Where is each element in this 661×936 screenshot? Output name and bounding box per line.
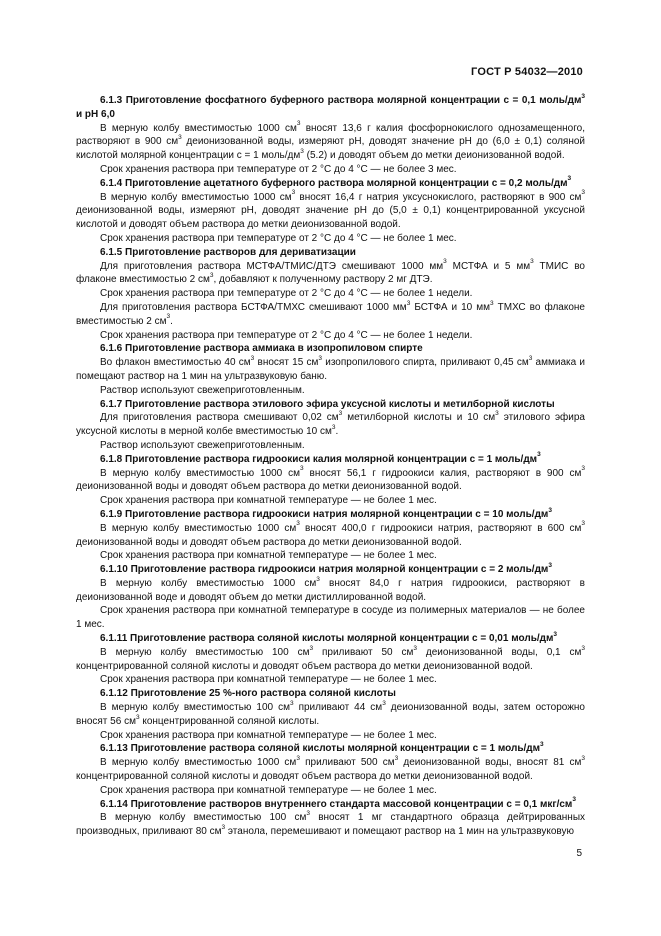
section-heading: 6.1.11 Приготовление раствора соляной кислоты молярной концентрации c = 0,01 моль/$дм^3$ xyxy=(100,630,557,645)
section-paragraph: В мерную колбу вместимостью 100 $см^3$ вносят 1 мг стандартного образца дейтрированных производных, приливают 80 $см^3$ этанола, перемешивают и помещают раствор на 1 мин на ультразвуковую xyxy=(76,810,586,838)
section-heading: 6.1.12 Приготовление 25 %-ного раствора соляной кислоты xyxy=(100,688,396,700)
section-paragraph: Раствор используют свежеприготовленным. xyxy=(100,384,305,396)
section-paragraph: Срок хранения раствора при температуре от 2 °С до 4 °С — не более 1 недели. xyxy=(100,329,473,341)
section-paragraph: Срок хранения раствора при комнатной температуре — не более 1 мес. xyxy=(100,550,437,562)
section-heading: 6.1.14 Приготовление растворов внутреннего стандарта массовой концентрации c = 0,1 мкг/$см^3$ xyxy=(100,796,576,810)
section-paragraph: Срок хранения раствора при температуре от 2 °С до 4 °С — не более 1 недели. xyxy=(100,288,473,300)
section-paragraph: Срок хранения раствора при температуре от 2 °С до 4 °С — не более 3 мес. xyxy=(100,163,457,175)
section-paragraph: Срок хранения раствора при комнатной температуре — не более 1 мес. xyxy=(100,784,437,796)
section-heading: 6.1.8 Приготовление раствора гидроокиси калия молярной концентрации c = 1 моль/$дм^3$ xyxy=(100,451,541,465)
section-paragraph: В мерную колбу вместимостью 1000 $см^3$ вносят 400,0 г гидроокиси натрия, растворяют в 600 $см^3$ деионизованной воды и доводят объем раствора до метки деионизованной водой. xyxy=(76,520,586,548)
section-paragraph: Срок хранения раствора при комнатной температуре — не более 1 мес. xyxy=(100,495,437,507)
section-paragraph: Срок хранения раствора при комнатной температуре — не более 1 мес. xyxy=(100,729,437,741)
section-heading: 6.1.9 Приготовление раствора гидроокиси натрия молярной концентрации c = 10 моль/$дм^3$ xyxy=(100,506,552,520)
section-paragraph: Срок хранения раствора при температуре от 2 °С до 4 °С — не более 1 мес. xyxy=(100,232,457,244)
section-paragraph: Срок хранения раствора при комнатной температуре — не более 1 мес. xyxy=(100,674,437,686)
section-paragraph: В мерную колбу вместимостью 1000 $см^3$ приливают 500 $см^3$ деионизованной воды, вносят 81 $см^3$ концентрированной соляной кислоты и доводят объем раствора до метки деионизованной водой. xyxy=(76,754,586,783)
section-paragraph: В мерную колбу вместимостью 1000 $см^3$ вносят 16,4 г натрия уксуснокислого, растворяют в 900 $см^3$ деионизованной воды, измеряют pH, доводят значение pH до (5,0 ± 0,1) концентрированной уксусной кислотой и доводят объем раствора до метки деионизованной водой. xyxy=(76,189,585,231)
section-heading: 6.1.5 Приготовление растворов для дериватизации xyxy=(100,246,356,258)
section-heading: 6.1.4 Приготовление ацетатного буферного раствора молярной концентрации c = 0,2 моль/$дм^3$ xyxy=(100,175,572,189)
section-heading: 6.1.10 Приготовление раствора гидроокиси натрия молярной концентрации c = 2 моль/$дм^3$ xyxy=(100,561,552,576)
section-paragraph: В мерную колбу вместимостью 1000 $см^3$ вносят 84,0 г натрия гидроокиси, растворяют в деионизованной воде и доводят объем до метки дистиллированной водой. xyxy=(76,575,585,603)
section-paragraph: Для приготовления раствора смешивают 0,02 $см^3$ метилборной кислоты и 10 $см^3$ этилового эфира уксусной кислоты в мерной колбе вместимостью 10 $см^3$. xyxy=(76,410,585,438)
section-paragraph: Для приготовления раствора БСТФА/ТМХС смешивают 1000 $мм^3$ БСТФА и 10 $мм^3$ ТМХС во флаконе вместимостью 2 $см^3$. xyxy=(76,299,585,327)
page-number: 5 xyxy=(576,848,582,859)
document-body xyxy=(76,94,585,839)
section-paragraph: Срок хранения раствора при комнатной температуре в сосуде из полимерных материалов — не более 1 мес. xyxy=(76,605,585,631)
section-paragraph: Для приготовления раствора МСТФА/ТМИС/ДТЭ смешивают 1000 $мм^3$ МСТФА и 5 $мм^3$ ТМИС во флаконе вместимостью 2 $см^3$, добавляют к полученному раствору 2 мг ДТЭ. xyxy=(76,258,585,286)
section-heading: 6.1.7 Приготовление раствора этилового эфира уксусной кислоты и метилборной кислоты xyxy=(100,398,555,410)
section-paragraph: Раствор используют свежеприготовленным. xyxy=(100,439,305,451)
section-paragraph: Во флакон вместимостью 40 $см^3$ вносят 15 $см^3$ изопропилового спирта, приливают 0,45 $см^3$ аммиака и помещают раствор на 1 мин на ультразвуковую баню. xyxy=(76,354,585,382)
section-heading: 6.1.3 Приготовление фосфатного буферного раствора молярной концентрации c = 0,1 моль/$дм^3$ и pH 6,0 xyxy=(76,92,585,120)
section-paragraph: В мерную колбу вместимостью 100 $см^3$ приливают 50 $см^3$ деионизованной воды, 0,1 $см^3$ концентрированной соляной кислоты и доводят объем раствора до метки деионизованной водой. xyxy=(76,644,585,672)
section-heading: 6.1.13 Приготовление раствора соляной кислоты молярной концентрации c = 1 моль/$дм^3$ xyxy=(100,741,544,755)
document-standard-id: ГОСТ Р 54032—2010 xyxy=(471,66,583,78)
section-paragraph: В мерную колбу вместимостью 1000 $см^3$ вносят 56,1 г гидроокиси калия, растворяют в 900 $см^3$ деионизованной воды и доводят объем раствора до метки деионизованной водой. xyxy=(76,465,585,493)
section-paragraph: В мерную колбу вместимостью 1000 $см^3$ вносят 13,6 г калия фосфорнокислого однозамещенного, растворяют в 900 $см^3$ деионизованной воды, измеряют pH, доводят значение pH до (6,0 ± 0,1) соляной кислотой молярной концентрации c = 1 моль/$дм^3$ (5.2) и доводят объем до метки деионизованной водой. xyxy=(76,120,585,162)
section-heading: 6.1.6 Приготовление раствора аммиака в изопропиловом спирте xyxy=(100,343,423,355)
section-paragraph: В мерную колбу вместимостью 100 $см^3$ приливают 44 $см^3$ деионизованной воды, затем осторожно вносят 56 $см^3$ концентрированной соляной кислоты. xyxy=(76,699,585,727)
